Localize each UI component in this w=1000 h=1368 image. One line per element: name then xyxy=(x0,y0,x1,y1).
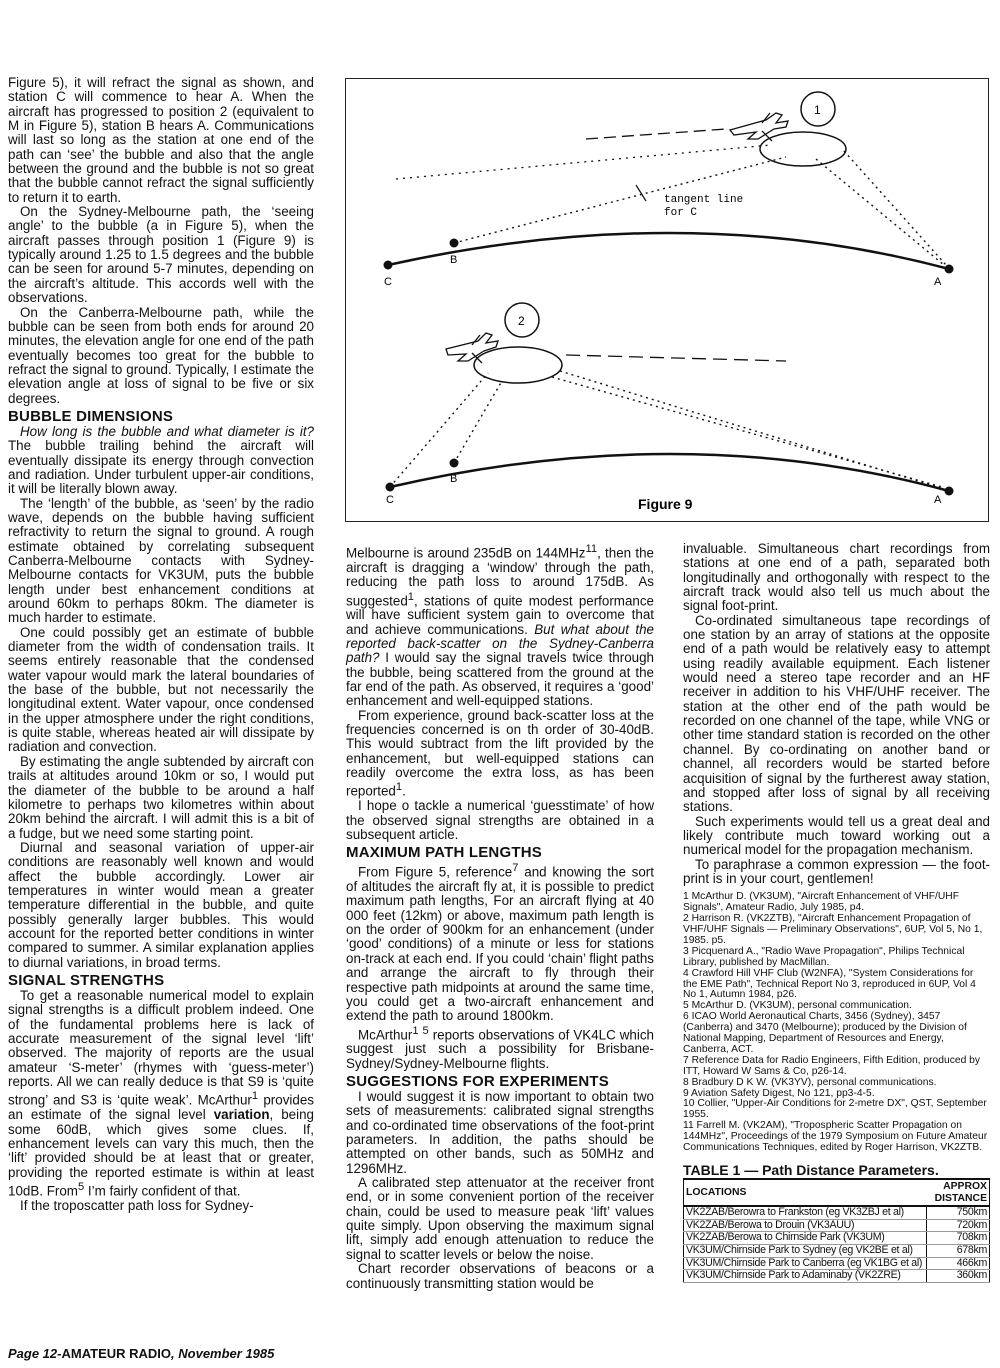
cell-distance: 360km xyxy=(927,1270,990,1283)
reference-item: 5 McArthur D. (VK3UM), personal communication. xyxy=(683,1000,912,1012)
citation: 5 xyxy=(77,1180,85,1193)
cell-location: VK3UM/Chirnside Park to Sydney (eg VK2BE et al) xyxy=(684,1244,927,1257)
cell-location: VK2ZAB/Berowra to Frankston (eg VK3ZBJ et al) xyxy=(684,1206,927,1219)
table-header-row xyxy=(684,1179,990,1206)
citation: 1 xyxy=(395,781,403,794)
figure-caption: Figure 9 xyxy=(638,496,693,512)
tangent-label-line2: for C xyxy=(664,207,698,219)
section-heading-maximum-path-lengths: MAXIMUM PATH LENGTHS xyxy=(346,844,542,862)
paragraph xyxy=(8,989,314,1199)
table-row xyxy=(684,1257,990,1270)
paragraph: Chart recorder observations of beacons or a continuously transmitting station would be xyxy=(346,1261,654,1291)
label-station-a-lower: A xyxy=(934,494,942,506)
page-footer xyxy=(8,1346,274,1361)
table-row xyxy=(684,1219,990,1232)
paragraph-text: McArthur xyxy=(358,1027,413,1042)
citation: 11 xyxy=(585,543,598,555)
citation: 1 xyxy=(251,1090,259,1103)
reference-item: 8 Bradbury D K W. (VK3YV), personal communications. xyxy=(683,1076,937,1088)
bold-term: variation xyxy=(213,1107,270,1123)
paragraph-text: From experience, ground back-scatter loss at the frequencies concerned is on th order of 30-40dB. This would subtract from the lift provided by the enhancement, but well-equipped stations can readily overcome the extra loss, as has been reported xyxy=(346,707,654,799)
footer-separator: - xyxy=(57,1346,62,1361)
citation: 7 xyxy=(512,862,519,875)
reference-item: 4 Crawford Hill VHF Club (W2NFA), "System Considerations for the EME Path", Technical Report No 3, reproduced in 6UP, Vol 4 No 1, Autumn 1984, p26. xyxy=(683,967,976,1001)
paragraph-text: . xyxy=(402,783,406,799)
reference-item: 11 Farrell M. (VK2AM), "Tropospheric Scatter Propagation on 144MHz", Proceedings of the 1979 Symposium on Future Amateur Communications Techniques, edited by Roger Harrison, VK2ZTB. xyxy=(683,1120,988,1154)
label-station-b: B xyxy=(450,254,458,266)
earth-curve-lower xyxy=(390,454,949,491)
paragraph-text: I would say the signal travels twice through the bubble, being scattered from the ground at the far end of the path. As observed, it requires a ‘good’ enhancement and well-equipped stations. xyxy=(346,650,654,709)
trail-dashes-2 xyxy=(566,355,786,361)
table-title: TABLE 1 — Path Distance Parameters. xyxy=(683,1162,939,1178)
cell-distance: 678km xyxy=(927,1244,990,1257)
paragraph-text: , then the aircraft is dragging a ‘window’ through the path, reducing the path loss to around 175dB. As suggested xyxy=(346,545,654,608)
paragraph-text: , being some 60dB, which gives some clues. If, enhancement levels can vary this much, then the ‘lift’ provided should be at least that or greater, providing the reported estimate is within at least 10dB. From xyxy=(8,1107,314,1199)
cell-distance: 708km xyxy=(927,1232,990,1245)
ray-bubble-to-a-1 xyxy=(816,159,944,265)
citation: 5 xyxy=(422,1024,429,1037)
label-station-b-lower: B xyxy=(450,473,458,485)
figure-9-diagram xyxy=(346,79,987,520)
table-row xyxy=(684,1206,990,1219)
column-1 xyxy=(8,76,314,1213)
header-locations: LOCATIONS xyxy=(684,1179,927,1206)
label-station-c-lower: C xyxy=(386,494,394,506)
paragraph-text: , stations of quite modest performance will have sufficient system gain to overcome that and achieve communications. xyxy=(346,592,654,637)
bubble-ellipse-2 xyxy=(474,347,562,383)
reference-item: 3 Picquenard A., "Radio Wave Propagation", Philips Technical Library, published by MacMillan. xyxy=(683,945,965,968)
cell-distance: 466km xyxy=(927,1257,990,1270)
cell-location: VK2ZAB/Berowa to Drouin (VK3AUU) xyxy=(684,1219,927,1232)
citation: 1 xyxy=(412,1024,419,1037)
paragraph: A calibrated step attenuator at the receiver front end, or in some convenient portion of the receiver chain, could be used to measure peak ‘lift’ values quite simply. Upon observing the maximum signal lift, simply add enough attenuation to reduce the signal to scatter levels or below the noise. xyxy=(346,1175,654,1262)
paragraph: One could possibly get an estimate of bubble diameter from the width of condensation trails. It seems entirely reasonable that the condensed water vapour would mark the lateral boundaries of the base of the bubble, but not necessarily the longitudinal extent. Water vapour, once condensed in the upper atmosphere under the right conditions, is quite stable, whereas heated air will dissipate by radiation and convection. xyxy=(8,624,314,755)
paragraph: By estimating the angle subtended by aircraft con trails at altitudes around 10km or so, I would put the diameter of the bubble to be around a half kilometre to perhaps two kilometres within about 20km behind the aircraft. I will admit this is a bit of a fudge, but we need some starting point. xyxy=(8,753,314,841)
ray-bubble-to-a-lower-1 xyxy=(560,371,944,489)
paragraph: On the Sydney-Melbourne path, the ‘seeing angle’ to the bubble (a in Figure 5), when the aircraft passes through position 1 (Figure 9) is typically around 1.25 to 1.5 degrees and the bubble can be seen for around 5-7 minutes, depending on the aircraft’s altitude. This accords well with the observations. xyxy=(8,204,314,306)
paragraph-text: The bubble trailing behind the aircraft will eventually dissipate its energy through convection and radiation. Under turbulent upper-air conditions, it will be literally blown away. xyxy=(8,438,314,497)
italic-question: How long is the bubble and what diameter is it? xyxy=(20,423,314,439)
paragraph: Such experiments would tell us a great deal and likely contribute much toward working out a numerical model for the propagation mechanism. xyxy=(683,813,990,858)
column-3 xyxy=(683,542,990,1283)
citation: 1 xyxy=(407,590,415,603)
table-row xyxy=(684,1244,990,1257)
paragraph: Figure 5), it will refract the signal as shown, and station C will commence to hear A. When the aircraft has progressed to position 2 (equivalent to M in Figure 5), station B hears A. Communications will last so long as the station at one end of the path can ‘see’ the bubble and also that the angle between the ground and the bubble is not so great that the bubble cannot refract the signal sufficiently to return it to earth. xyxy=(8,75,314,205)
position-1-label: 1 xyxy=(814,103,821,117)
reference-item: 10 Collier, "Upper-Air Conditions for 2-metre DX", QST, September 1955. xyxy=(683,1098,987,1121)
paragraph-text: provides an estimate of the signal level xyxy=(8,1092,314,1123)
reference-item: 9 Aviation Safety Digest, No 121, pp3-4-5. xyxy=(683,1087,875,1099)
table-row xyxy=(684,1270,990,1283)
paragraph-text: reports observations of VK4LC which suggest just such a possibility for Brisbane-Sydney/Sydney-Melbourne flights. xyxy=(346,1027,654,1071)
paragraph-text: From Figure 5, reference xyxy=(358,864,513,880)
cell-location: VK2ZAB/Berowa to Chirnside Park (VK3UM) xyxy=(684,1232,927,1245)
cell-distance: 750km xyxy=(927,1206,990,1219)
paragraph-text: Melbourne is around 235dB on 144MHz xyxy=(346,545,586,561)
paragraph: I would suggest it is now important to obtain two sets of measurements: calibrated signal strengths and co-ordinated time observations of the foot-print parameters. In addition, the paths should be attempted on other bands, such as 50MHz and 1296MHz. xyxy=(346,1089,654,1176)
paragraph: The ‘length’ of the bubble, as ‘seen’ by the radio wave, depends on the bubble having sufficient refractivity to return the signal to ground. A rough estimate obtained by correlating subsequent Canberra-Melbourne contacts with Sydney-Melbourne contacts for VK3UM, puts the bubble length under best enhancement conditions at around 60km to perhaps 80km. The diameter is much harder to estimate. xyxy=(8,495,314,626)
paragraph xyxy=(346,861,654,1023)
section-heading-bubble-dimensions: BUBBLE DIMENSIONS xyxy=(8,407,174,425)
paragraph xyxy=(346,542,654,709)
paragraph-text: I’m fairly confident of that. xyxy=(84,1183,241,1199)
paragraph-text: To get a reasonable numerical model to explain signal strengths is a difficult problem indeed. One of the fundamental problems here is lack of accurate measurement of the signal level ‘lift’ observed. The majority of reports are the usual amateur ‘S-meter’ (rhymes with ‘guess-meter’) reports. All we can really deduce is that S9 is ‘quite strong’ and S3 is ‘quite weak’. McArthur xyxy=(8,987,314,1108)
page-number: Page 12 xyxy=(8,1346,58,1361)
aircraft-icon-2 xyxy=(446,333,498,363)
tangent-label-line1: tangent line xyxy=(664,194,744,206)
paragraph: To paraphrase a common expression — the foot-print is in your court, gentlemen! xyxy=(683,856,990,886)
paragraph: I hope o tackle a numerical ‘guesstimate’ of how the observed signal strengths are obtained in a subsequent article. xyxy=(346,798,654,842)
ray-bubble-to-a-lower-2 xyxy=(552,377,942,487)
references-list xyxy=(683,892,990,1154)
ray-b-to-bubble-lower xyxy=(454,381,502,463)
section-heading-signal-strengths: SIGNAL STRENGTHS xyxy=(8,971,165,989)
tangent-dotted-line xyxy=(396,145,771,179)
figure-9 xyxy=(345,78,989,522)
issue-date: , November 1985 xyxy=(171,1346,275,1361)
paragraph xyxy=(346,709,654,800)
aircraft-icon-1 xyxy=(730,113,788,141)
paragraph xyxy=(8,425,314,497)
paragraph-text: and knowing the sort of altitudes the aircraft fly at, it is possible to predict maximum path lengths, For an aircraft flying at 40 000 feet (12km) or above, maximum path length is on the order of 900km for an enhancement (under ‘good’ conditions) of a minute or less for stations on-track at each end. If you could ‘chain’ flight paths and arrange the aircraft to fly through their respective path midpoints at around the same time, you could get a two-aircraft enhancement and extend the path to around 1800km. xyxy=(346,864,654,1024)
station-a-dot xyxy=(945,265,954,274)
paragraph: Co-ordinated simultaneous tape recordings of one station by an array of stations at the opposite end of a path would be relatively easy to attempt using readily available equipment. Each listener would need a stereo tape recorder and an HF receiver in addition to his VHF/UHF receiver. The station at the other end of the path would be recorded on one channel of the tape, while VNG or other time standard station is recorded on the other channel. By co-ordinating on another band or channel, all recorders would be started before acquisition of signal by the furtherest away station, and stopped after loss of signal by all receiving stations. xyxy=(683,612,990,815)
italic-question: But what about the reported back-scatter on the Sydney-Canberra path? xyxy=(346,621,654,666)
reference-item: 7 Reference Data for Radio Engineers, Fifth Edition, produced by ITT, Howard W Sams & Co, p26-14. xyxy=(683,1054,981,1077)
reference-item: 1 McArthur D. (VK3UM), "Aircraft Enhancement of VHF/UHF Signals", Amateur Radio, July 1985, p4. xyxy=(683,891,960,914)
paragraph: On the Canberra-Melbourne path, while the bubble can be seen from both ends for around 20 minutes, the elevation angle for one end of the path eventually becomes too great for the bubble to refract the signal to ground. Typically, I estimate the elevation angle at loss of signal to be five or six degrees. xyxy=(8,304,314,406)
reference-item: 2 Harrison R. (VK2ZTB), "Aircraft Enhancement Propagation of VHF/UHF Signals — Preliminary Observations", 6UP, Vol 5, No 1, 1985. p5. xyxy=(683,913,983,946)
section-heading-suggestions: SUGGESTIONS FOR EXPERIMENTS xyxy=(346,1073,609,1091)
reference-item: 6 ICAO World Aeronautical Charts, 3456 (Sydney), 3457 (Canberra) and 3470 (Melbourne); produced by the Division of National Mapping, Department of Resources and Energy, Canberra, ACT. xyxy=(683,1011,967,1055)
paragraph: If the troposcatter path loss for Sydney- xyxy=(20,1197,254,1213)
paragraph: invaluable. Simultaneous chart recordings from stations at one end of a path, separated both longitudinally and orthogonally with respect to the aircraft track would also tell us much about the signal foot-print. xyxy=(683,541,990,614)
column-2 xyxy=(346,542,654,1291)
cell-location: VK3UM/Chirnside Park to Canberra (eg VK1BG et al) xyxy=(684,1257,927,1270)
paragraph: Diurnal and seasonal variation of upper-air conditions are reasonably well known and would affect the bubble accordingly. Lower air temperatures in winter would mean a greater temperature differential in the bubble, and quite possibly generally larger bubbles. This would account for the reported better conditions in winter compared to summer. A similar explanation applies to diurnal variations, in broad terms. xyxy=(8,839,314,970)
label-station-a: A xyxy=(934,276,942,288)
table-row xyxy=(684,1232,990,1245)
cell-distance: 720km xyxy=(927,1219,990,1232)
magazine-name: AMATEUR RADIO xyxy=(61,1346,172,1361)
position-2-label: 2 xyxy=(518,314,525,328)
cell-location: VK3UM/Chirnside Park to Adaminaby (VK2ZRE) xyxy=(684,1270,927,1283)
station-a-dot-lower xyxy=(945,487,954,496)
paragraph xyxy=(346,1024,654,1072)
header-distance: APPROX DISTANCE xyxy=(927,1179,990,1206)
label-station-c: C xyxy=(384,276,392,288)
path-distance-table xyxy=(683,1178,990,1283)
ray-bubble-to-a-2 xyxy=(844,151,946,265)
station-c-dot xyxy=(384,261,393,270)
trail-dashes-1 xyxy=(586,129,726,139)
tangent-pointer xyxy=(636,185,646,201)
bubble-ellipse-1 xyxy=(760,132,846,166)
